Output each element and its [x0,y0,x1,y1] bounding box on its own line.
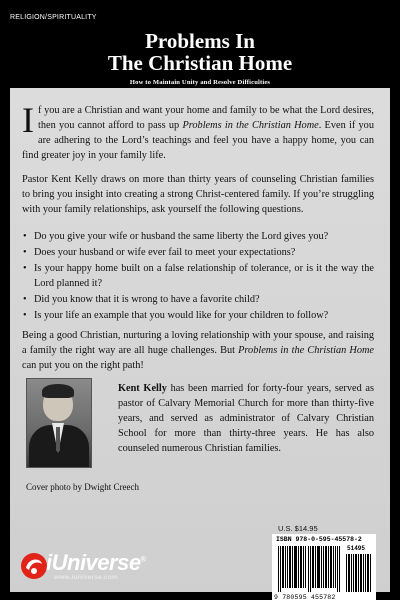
isbn-barcode [272,534,376,600]
book-subtitle: How to Maintain Unity and Resolve Difficulties [129,79,271,86]
author-name: Kent Kelly [118,383,167,394]
book-title-line-1: Problems In [145,29,255,53]
book-title-line-2: The Christian Home [107,51,293,75]
price-label: U.S. $14.95 [278,524,318,533]
barcode-addon-bars [346,554,372,592]
closing-text-1: Being a good Christian, nurturing a loving relationship with your spouse, and raising a family the right way are all huge challenges. But [22,330,374,356]
author-bio [118,381,374,456]
question-item: • Is your life an example that you would like for your children to follow? [22,308,374,323]
publisher-logo [20,548,230,582]
closing-text-2: can put you on the right path! [22,360,144,371]
photo-credit: Cover photo by Dwight Creech [26,482,139,492]
publisher-url: www.iuniverse.com [54,574,118,581]
closing-book-title: Problems in the Christian Home [238,345,375,356]
header-band [0,0,400,88]
drop-cap: I [22,100,34,140]
intro-book-title: Problems in the Christian Home [182,120,319,131]
question-item: • Did you know that it is wrong to have a favorite child? [22,292,374,307]
closing-paragraph [22,328,374,373]
question-item: • Does your husband or wife ever fail to meet your expectations? [22,245,374,260]
questions-list [22,229,374,324]
iuniverse-swirl-icon [20,552,48,580]
barcode-addon-number: 51495 [347,545,366,552]
question-item: • Is your happy home built on a false relationship of tolerance, or is it the way the Lord planned it? [22,261,374,291]
isbn-number: ISBN 978-0-595-45578-2 [276,536,362,543]
author-bio-text: has been married for forty-four years, served as pastor of Calvary Memorial Church for more than thirty-five years, and served as administrator of Calvary Christian School for more than thirty-three years. He has also counseled numerous Christian families. [118,383,374,454]
intro-text-1: f you are a Christian and want your home and family to be what the Lord desires, then you cannot afford to pass up [38,105,374,131]
barcode-digits: 9 780595 455782 [274,594,336,600]
content-panel [10,88,390,600]
question-item: • Do you give your wife or husband the same liberty the Lord gives you? [22,229,374,244]
intro-paragraph [22,100,374,163]
author-background-paragraph: Pastor Kent Kelly draws on more than thirty years of counseling Christian families to bring you insight into creating a strong Christ-centered family. If you’re struggling with your family relationships, ask yourself the following questions. [22,174,374,215]
category-label: RELIGION/SPIRITUALITY [10,14,97,21]
author-photo [26,378,92,468]
publisher-name: iUniverse® [46,550,146,575]
intro-text-2: . Even if you are adhering to the Lord’s teachings and feel you have a happy home, you can find greater joy in your family life. [22,120,374,161]
barcode-main-bars [278,546,340,592]
